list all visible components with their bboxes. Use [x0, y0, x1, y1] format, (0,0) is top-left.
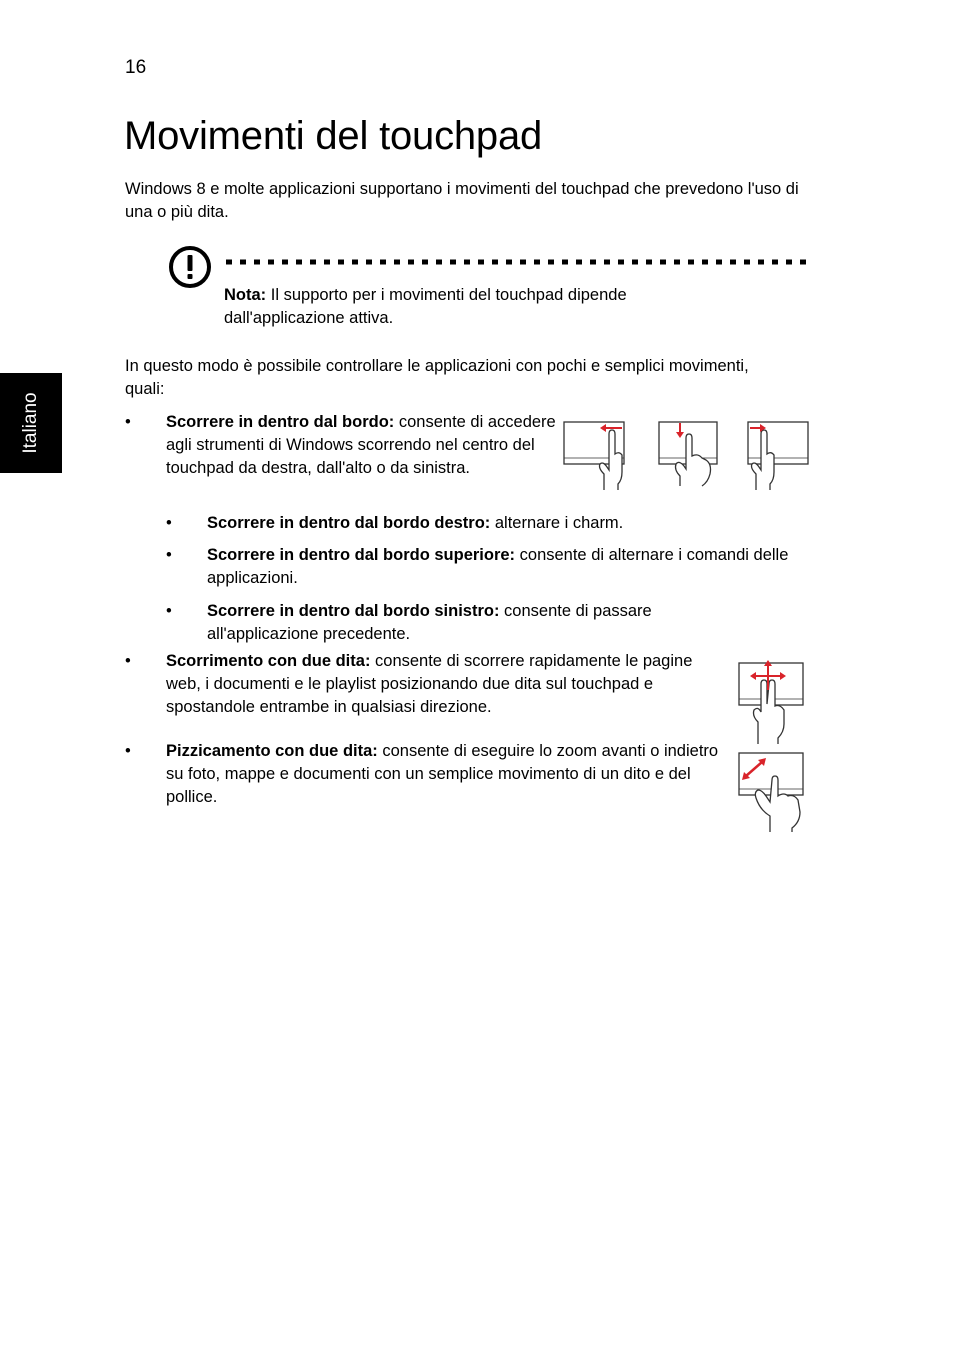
gesture-label: Pizzicamento con due dita: [166, 742, 378, 760]
swipe-from-right-illustration [562, 420, 628, 492]
gestures-intro: In questo modo è possibile controllare le applicazioni con pochi e semplici movimenti, quali: [125, 357, 749, 398]
gesture-right-edge [207, 512, 817, 535]
bullet: • [125, 742, 131, 760]
intro-paragraph: Windows 8 e molte applicazioni supportano i movimenti del touchpad che prevedono l'uso di una o più dita. [125, 180, 799, 221]
note-divider [226, 259, 810, 265]
exclamation-circle-icon [168, 245, 212, 289]
note-body: Il supporto per i movimenti del touchpad dipende dall'applicazione attiva. [224, 286, 627, 327]
bullet: • [125, 413, 131, 431]
language-tab-label: Italiano [20, 392, 41, 454]
gesture-edge-swipe [166, 411, 556, 480]
note-text [224, 284, 744, 330]
language-tab [0, 373, 62, 473]
gesture-top-edge [207, 544, 817, 590]
sub-bullet: • [166, 546, 172, 564]
swipe-from-left-illustration [746, 420, 812, 492]
page-title: Movimenti del touchpad [124, 114, 543, 158]
pinch-zoom-illustration [736, 750, 806, 834]
sub-bullet: • [166, 602, 172, 620]
two-finger-scroll-illustration [736, 660, 806, 746]
gesture-two-finger-scroll [166, 650, 716, 719]
gesture-label: Scorrere in dentro dal bordo sinistro: [207, 602, 500, 620]
gesture-description: consente di alternare i comandi delle applicazioni. [207, 546, 789, 587]
gesture-pinch [166, 740, 726, 809]
gesture-description: consente di scorrere rapidamente le pagine web, i documenti e le playlist posizionando due dita sul touchpad e spostandole entrambe in qualsiasi direzione. [166, 652, 693, 716]
bullet: • [125, 652, 131, 670]
note-label: Nota: [224, 286, 267, 304]
gesture-description: consente di eseguire lo zoom avanti o indietro su foto, mappe e documenti con un semplice movimento di un dito e del pollice. [166, 742, 719, 806]
gesture-description: consente di accedere agli strumenti di Windows scorrendo nel centro del touchpad da destra, dall'alto o da sinistra. [166, 413, 556, 477]
gesture-label: Scorrere in dentro dal bordo: [166, 413, 395, 431]
gesture-label: Scorrimento con due dita: [166, 652, 371, 670]
sub-bullet: • [166, 514, 172, 532]
page-number: 16 [125, 57, 147, 78]
gesture-left-edge [207, 600, 767, 646]
gesture-description: consente di passare all'applicazione precedente. [207, 602, 652, 643]
swipe-from-top-illustration [656, 420, 720, 488]
gesture-label: Scorrere in dentro dal bordo destro: [207, 514, 491, 532]
gesture-label: Scorrere in dentro dal bordo superiore: [207, 546, 516, 564]
gesture-description: alternare i charm. [490, 514, 624, 532]
